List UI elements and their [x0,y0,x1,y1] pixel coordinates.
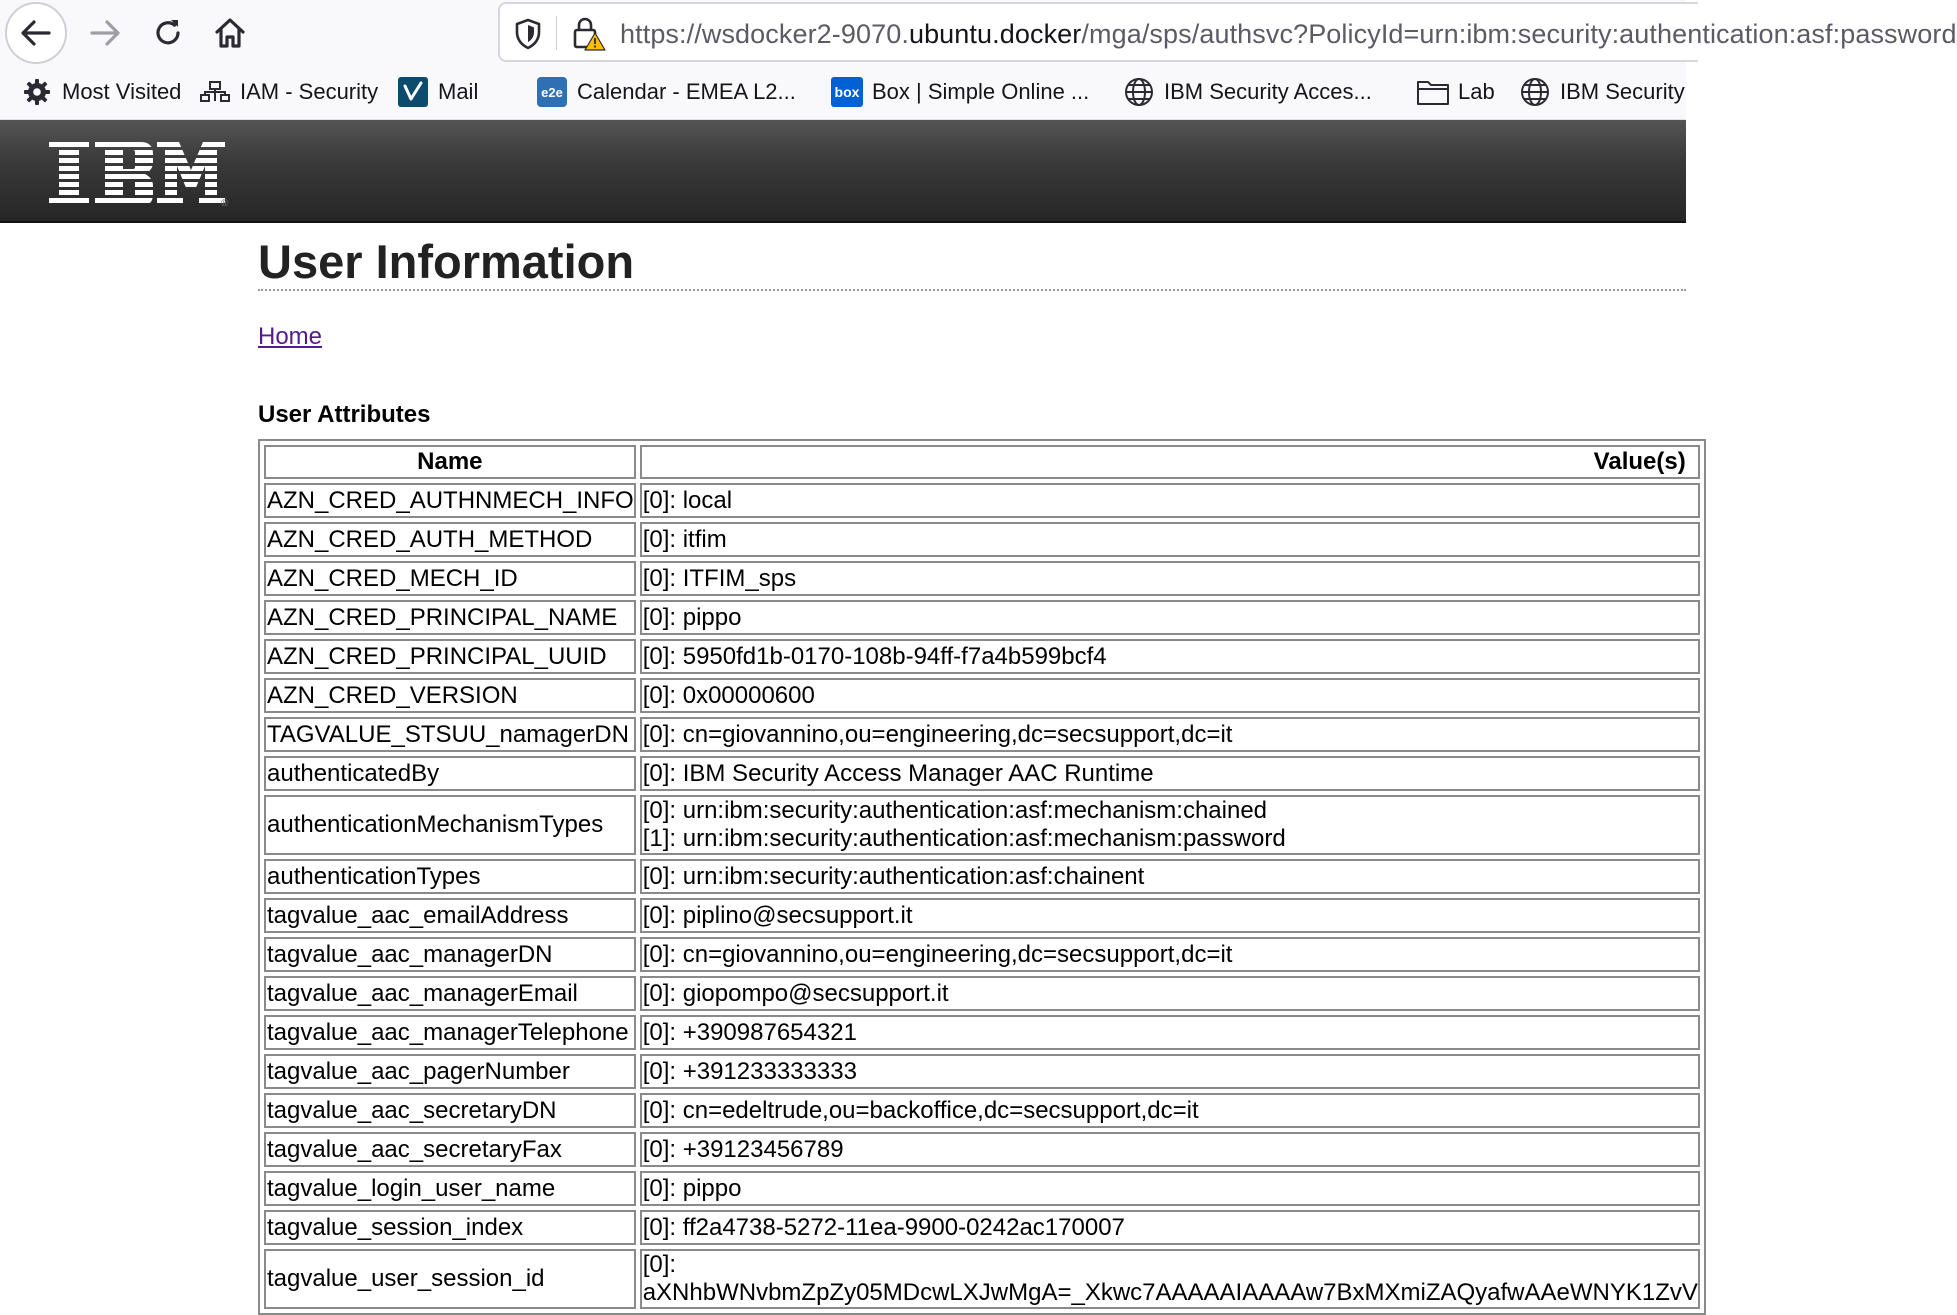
address-bar[interactable] [498,2,1957,62]
attribute-value-cell [640,717,1700,752]
values-column-header [640,445,1700,479]
attribute-value-line: [0]: IBM Security Access Manager AAC Runtime [642,759,1154,787]
globe-icon [1520,77,1550,107]
address-bar-divider [556,16,557,50]
values-column-header-label: Value(s) [1593,448,1686,475]
url-suffix: /mga/sps/authsvc?PolicyId=urn:ibm:security:authentication:asf:password [1081,19,1957,49]
tracking-shield-icon[interactable] [514,18,542,55]
table-row [264,795,1700,855]
gear-icon [22,77,52,107]
attribute-value-line: [0]: urn:ibm:security:authentication:asf:chainent [642,862,1145,890]
reload-icon [151,16,185,50]
user-attributes-heading: User Attributes [258,401,431,428]
table-body [264,483,1700,1309]
attribute-name-cell: AZN_CRED_PRINCIPAL_UUID [264,639,636,674]
bookmark-label: IBM Security [1560,79,1685,104]
attribute-value-line: [0]: piplino@secsupport.it [642,901,913,929]
bookmark-label: Most Visited [62,79,182,104]
globe-icon [1124,77,1154,107]
back-button[interactable] [5,2,67,64]
attribute-value-cell [640,937,1700,972]
bookmark-ibm-security-access[interactable] [1124,76,1372,108]
attribute-value-line: [0]: [642,1251,677,1278]
table-row [264,1210,1700,1245]
attribute-value-line: [0]: giopompo@secsupport.it [642,979,949,1007]
attribute-value-line: [0]: 0x00000600 [642,681,815,709]
attribute-value-cell [640,600,1700,635]
bookmark-label: Lab [1458,79,1495,104]
attribute-value-line: [0]: cn=edeltrude,ou=backoffice,dc=secsupport,dc=it [642,1096,1199,1124]
bookmark-box[interactable] [832,76,1089,108]
attribute-value-line: [0]: +391233333333 [642,1057,857,1085]
attribute-value-cell [640,1093,1700,1128]
attribute-value-line: [0]: itfim [642,525,727,553]
svg-text:box: box [834,84,860,100]
table-row [264,600,1700,635]
table-row [264,678,1700,713]
attribute-name-cell: tagvalue_user_session_id [264,1249,636,1309]
url-host: ubuntu.docker [908,19,1082,49]
ibm-logo [49,142,229,211]
table-row [264,1093,1700,1128]
address-bar-url[interactable] [620,18,1957,50]
attribute-value-cell [640,1210,1700,1245]
attribute-value-line: [0]: cn=giovannino,ou=engineering,dc=secsupport,dc=it [642,940,1233,968]
attribute-value-cell [640,898,1700,933]
bookmark-most-visited[interactable] [22,76,181,108]
arrow-right-icon [88,16,122,50]
attribute-value-cell [640,976,1700,1011]
attribute-value-cell [640,1015,1700,1050]
attribute-value-cell [640,678,1700,713]
attribute-value-cell [640,859,1700,894]
table-row [264,898,1700,933]
attribute-name-cell: tagvalue_login_user_name [264,1171,636,1206]
attribute-value-line: [0]: ITFIM_sps [642,564,797,592]
attribute-value-line: [0]: local [642,486,733,514]
table-row [264,639,1700,674]
e2e-icon [537,77,567,107]
attribute-name-cell: authenticatedBy [264,756,636,791]
bookmark-mail[interactable] [398,76,478,108]
table-row [264,1249,1700,1309]
house-icon [212,15,248,51]
page-title: User Information [258,235,635,288]
forward-button[interactable] [74,2,136,64]
table-row [264,976,1700,1011]
insecure-lock-icon[interactable] [572,16,606,57]
attribute-name-cell: tagvalue_aac_emailAddress [264,898,636,933]
network-icon [200,77,230,107]
url-prefix: https://wsdocker2-9070. [620,19,909,49]
svg-text:®: ® [221,198,229,209]
bookmark-lab-folder[interactable] [1418,76,1495,108]
attribute-value-cell [640,1171,1700,1206]
table-row [264,1132,1700,1167]
attribute-value-cell [640,522,1700,557]
bookmark-ibm-security[interactable] [1520,76,1685,108]
browser-nav-bar [0,0,1957,64]
table-row [264,1015,1700,1050]
title-divider [258,289,1686,291]
attribute-name-cell: authenticationMechanismTypes [264,795,636,855]
attribute-name-cell: AZN_CRED_AUTHNMECH_INFO [264,483,636,518]
user-attributes-table [258,439,1706,1315]
bookmark-iam-security[interactable] [200,76,378,108]
bookmark-label: Mail [438,79,479,104]
arrow-left-icon [19,16,53,50]
bookmark-label: Calendar - EMEA L2... [577,79,796,104]
home-link[interactable]: Home [258,323,323,350]
attribute-value-line: [0]: ff2a4738-5272-11ea-9900-0242ac170007 [642,1213,1125,1241]
table-row [264,522,1700,557]
attribute-value-line: [0]: +390987654321 [642,1018,857,1046]
svg-text:e2e: e2e [541,85,563,100]
attribute-name-cell: tagvalue_aac_pagerNumber [264,1054,636,1089]
attribute-value-line: [0]: pippo [642,603,742,631]
bookmark-calendar[interactable] [537,76,796,108]
attribute-name-cell: AZN_CRED_AUTH_METHOD [264,522,636,557]
attribute-value-line: aXNhbWNvbmZpZy05MDcwLXJwMgA=_Xkwc7AAAAAIAAAAw7BxMXmiZAQyafwAAeWNYK1ZvV [642,1279,1698,1306]
attribute-value-line: [0]: cn=giovannino,ou=engineering,dc=secsupport,dc=it [642,720,1233,748]
bookmarks-toolbar [0,64,1686,120]
table-row [264,937,1700,972]
name-column-header: Name [264,445,636,479]
attribute-name-cell: tagvalue_aac_secretaryDN [264,1093,636,1128]
table-row [264,756,1700,791]
table-row [264,717,1700,752]
home-button[interactable] [199,2,261,64]
attribute-name-cell: AZN_CRED_MECH_ID [264,561,636,596]
attribute-value-cell [640,1132,1700,1167]
table-row [264,483,1700,518]
table-header-row [264,445,1700,479]
folder-icon [1418,77,1448,107]
attribute-name-cell: AZN_CRED_VERSION [264,678,636,713]
attribute-value-line: [0]: urn:ibm:security:authentication:asf:mechanism:chained [642,797,1268,824]
attribute-value-cell [640,639,1700,674]
attribute-value-line: [0]: +39123456789 [642,1135,844,1163]
bookmark-label: IBM Security Acces... [1164,79,1372,104]
attribute-value-cell [640,795,1700,855]
attribute-value-cell [640,756,1700,791]
bookmark-label: Box | Simple Online ... [872,79,1090,104]
attribute-value-cell [640,1054,1700,1089]
attribute-name-cell: tagvalue_session_index [264,1210,636,1245]
user-attributes-table-container [258,439,1706,1315]
attribute-name-cell: tagvalue_aac_managerDN [264,937,636,972]
mail-icon [398,77,428,107]
table-row [264,561,1700,596]
attribute-name-cell: AZN_CRED_PRINCIPAL_NAME [264,600,636,635]
attribute-name-cell: tagvalue_aac_managerEmail [264,976,636,1011]
attribute-name-cell: tagvalue_aac_secretaryFax [264,1132,636,1167]
attribute-value-line: [0]: 5950fd1b-0170-108b-94ff-f7a4b599bcf4 [642,642,1107,670]
bookmark-label: IAM - Security [240,79,379,104]
attribute-value-cell [640,561,1700,596]
attribute-name-cell: authenticationTypes [264,859,636,894]
ibm-header-banner [0,120,1686,223]
table-row [264,1054,1700,1089]
box-icon [832,77,862,107]
attribute-value-line: [1]: urn:ibm:security:authentication:asf:mechanism:password [642,825,1286,852]
attribute-name-cell: TAGVALUE_STSUU_namagerDN [264,717,636,752]
reload-button[interactable] [137,2,199,64]
attribute-value-cell [640,483,1700,518]
table-row [264,859,1700,894]
table-row [264,1171,1700,1206]
attribute-value-line: [0]: pippo [642,1174,742,1202]
attribute-name-cell: tagvalue_aac_managerTelephone [264,1015,636,1050]
attribute-value-cell [640,1249,1700,1309]
